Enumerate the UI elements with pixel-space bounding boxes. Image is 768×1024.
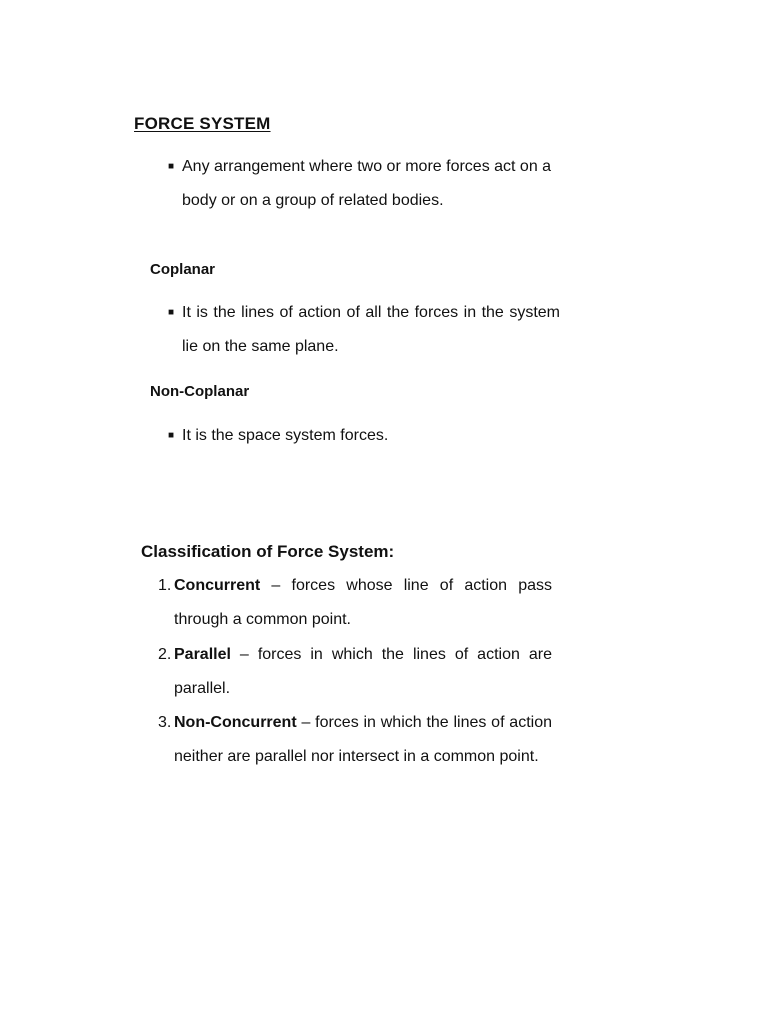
page-title: FORCE SYSTEM bbox=[134, 114, 271, 133]
item-term: Non-Concurrent bbox=[174, 714, 297, 731]
item-number: 1. bbox=[158, 577, 172, 594]
classification-title: Classification of Force System: bbox=[141, 542, 395, 561]
item-description: – forces whose line of action pass through a common point. bbox=[174, 577, 552, 628]
classification-item bbox=[158, 638, 552, 706]
non-coplanar-bullet-text: It is the space system forces. bbox=[182, 427, 389, 444]
item-description: – forces in which the lines of action neither are parallel nor intersect in a common point. bbox=[174, 714, 552, 765]
coplanar-bullet-item bbox=[168, 296, 560, 364]
item-number: 3. bbox=[158, 714, 172, 731]
section-heading-coplanar: Coplanar bbox=[150, 261, 216, 278]
section-heading-non-coplanar: Non-Coplanar bbox=[150, 383, 250, 400]
item-content bbox=[174, 706, 552, 774]
item-content bbox=[174, 638, 552, 706]
bullet-icon: ■ bbox=[168, 430, 175, 441]
non-coplanar-bullet-item bbox=[168, 419, 560, 453]
item-term: Parallel bbox=[174, 646, 231, 663]
intro-bullet-item bbox=[168, 150, 563, 218]
coplanar-bullet-text: It is the lines of action of all the forces in the system lie on the same plane. bbox=[182, 304, 560, 355]
item-description: – forces in which the lines of action are parallel. bbox=[174, 646, 552, 697]
bullet-icon: ■ bbox=[168, 161, 175, 172]
item-term: Concurrent bbox=[174, 577, 261, 594]
item-content bbox=[174, 569, 552, 637]
intro-bullet-text: Any arrangement where two or more forces act on a body or on a group of related bodies. bbox=[182, 158, 552, 209]
classification-item bbox=[158, 569, 552, 637]
classification-item bbox=[158, 706, 552, 774]
item-number: 2. bbox=[158, 646, 172, 663]
bullet-icon: ■ bbox=[168, 307, 175, 318]
